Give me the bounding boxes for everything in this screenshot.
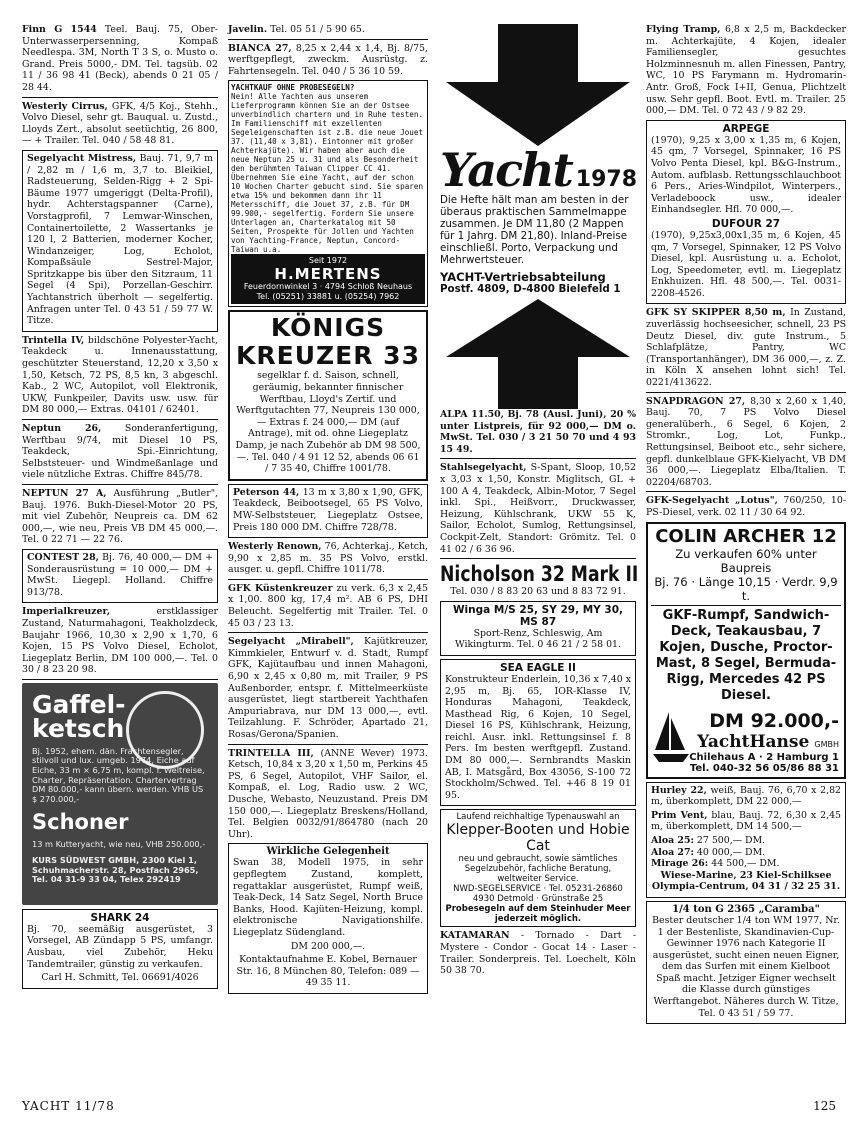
ad-title: ketsch <box>32 713 125 743</box>
konigskreuzer-ad <box>228 310 428 480</box>
ad-heading: Winga M/S 25, SY 29, MY 30, MS 87 <box>452 603 624 628</box>
ad-address: 4930 Detmold · Grünstraße 25 <box>472 894 604 905</box>
dealer-contact: Wiese-Marine, 23 Kiel-Schilksee Olympia-Centrum, 04 31 / 32 25 31. <box>651 869 841 893</box>
ad-text: blau, Bauj. 72, 6,30 x 2,45 m, überkomplett, DM 14 500,— <box>651 809 841 833</box>
ad-text: 13 m Kutteryacht, wie neu, VHB 250.000,- <box>32 839 206 850</box>
ad-title: COLIN ARCHER 12 <box>655 525 837 547</box>
ad-text: zu verk. 6,3 x 2,45 x 1,00. 800 kg, 17,4 m². AB 6 PS, DHI Beleucht. Segelfertig mit Trailer. Tel. 0 45 03 / 23 13. <box>228 582 428 629</box>
ad-text: Ausführung „Butler", Bauj. 1976. Bukh-Diesel-Motor 20 PS, mit viel Zubehör, Neupreis ca. DM 62 000,—, wie neu, Preis VB DM 45 000,—. Tel. 0 22 71 — 22 76. <box>22 487 218 546</box>
dealer-block <box>651 710 841 774</box>
dealer-phone: Tel. 040-32 56 05/86 88 31 <box>689 762 839 774</box>
arrow-up-graphic <box>440 299 636 409</box>
ad-contact: Kontaktaufnahme E. Kobel, Bernauer Str. 16, 8 München 80, Telefon: 089 — 49 35 11. <box>236 954 420 989</box>
ad-lead: Segelyacht „Mirabell", <box>228 636 354 648</box>
ad-lead: TRINTELLA III, <box>228 747 314 759</box>
classified-ad <box>22 488 218 546</box>
ad-text: neu und gebraucht, sowie sämtliches Segelzubehör, fachliche Beratung, weltweiter Service. <box>458 854 618 885</box>
promo-address: Postf. 4809, D-4800 Bielefeld 1 <box>440 283 621 295</box>
ad-text: 13 m x 3,80 x 1,90, GFK, Teakdeck, Beibootsegel, 65 PS Volvo, MW-Selbststeuer, Liegeplatz Ostsee, Preis 180 000 DM. Chiffre 728/78. <box>233 486 423 533</box>
ad-text: Nein! Alle Yachten aus unserem Lieferprogramm können Sie an der Ostsee unverbindlich chartern und in Ruhe testen. Im Familienschiff mit exzellenten Segeleigenschaften ist z.B. die neue Jouet 37. (11,40 x 3,81). Eintonner mit großer Achterkajüte). Wir haben aber auch die neue Neptun 25 u. 31 und als Besonderheit den berühmten Taiwan Clipper CC 41. Übernehmen Sie eine Yacht, auf der schon 10 Wochen Charter gebucht sind. Sie sparen etwa 15% und bekommen dann ihr 11 Metersschiff, die Jouet 37, z.B. für DM 99.900,- segelfertig. Fordern Sie unsere Unterlagen an, Charterkatalog mit 50 Seiten, Prospekte für Jollen und Yachten von Yachting-France, Neptun, Concord-Taiwan u.a. <box>231 92 424 255</box>
yacht-binder-promo <box>440 143 638 295</box>
ad-text: Konstrukteur Enderlein, 10,36 x 7,40 x 2,95 m, Bj. 65, IOR-Klasse IV, Honduras Mahagoni, Teakdeck, Masthead Rig, 6 Kojen, 10 Segel, Diesel 16 PS, Kühlschrank, Heizung, reichl. Ausr. inkl. Rettungsinsel f. 8 Pers. Im besten werftgepfl. Zustand. DM 80 000,—. Sernbrandts Maskin AB, I. Matsgård, Box 43056, S-100 72 Stockholm/Schwed. Tel. +46 8 19 01 95. <box>445 673 631 801</box>
divider <box>22 679 218 680</box>
ad-text: (ANNE Wever) 1973. Ketsch, 10,84 x 3,20 x 1,50 m, Perkins 45 PS, 6 Segel, Autopilot, VHF Sailor, el. Kompaß, el. Log, Radio usw. 2 WC, Dusche, Webasto, Neuzustand. Preis DM 150 000,—. Liegeplatz Breskens/Holland, Tel. Belgien 0032/91/864780 (nach 20 Uhr). <box>228 747 428 840</box>
ad-lead: Hurley 22, <box>651 784 707 796</box>
classified-ad <box>22 335 218 416</box>
ad-title: Gaffel- <box>32 689 126 719</box>
ad-lead: GFK-Segelyacht „Lotus", <box>646 495 778 507</box>
ad-lead: Westerly Cirrus, <box>22 100 108 112</box>
ad-lead: GFK SY SKIPPER 8,50 m, <box>646 307 786 319</box>
ad-lead: Stahlsegelyacht, <box>440 462 527 474</box>
ad-text: GFK, 4/5 Koj., Stehh., Volvo Diesel, sehr gt. Bauqual. u. Zustd., Lloyds Zert., absolut seetüchtig, 26 800,— + Trailer. Tel. 040 / 58 48 81. <box>22 100 218 147</box>
ad-text: 8,30 x 2,60 x 1,40, Bauj. 70, 7 PS Volvo Diesel generalüberh., 6 Segel, 6 Kojen, 2 Stromkr., Log, Lot, Funkp., Rettungsinsel, Beiboot etc., sehr sichere, gepfl. dunkelblaue GFK-Kielyacht, VB DM 36 000,—. Liegeplatz Elba/Italien. T. 02204/68703. <box>646 395 846 488</box>
ad-text: Sport-Renz, Schleswig, Am Wikingturm. Tel. 0 46 21 / 2 58 01. <box>454 627 622 651</box>
ad-lead: SNAPDRAGON 27, <box>646 395 746 407</box>
listing-item <box>651 847 841 859</box>
classified-ad <box>646 495 846 518</box>
ad-text: GKF-Rumpf, Sandwich-Deck, Teakausbau, 7 Kojen, Dusche, Proctor-Mast, 8 Segel, Bermuda-Rigg, Mercedes 42 PS Diesel. <box>655 607 837 703</box>
ad-title: Schoner <box>32 810 129 835</box>
ad-lead: KATAMARAN <box>440 930 510 942</box>
divider <box>228 39 428 40</box>
ad-lead: NEPTUN 27 A, <box>22 487 107 499</box>
mertens-ad <box>228 80 428 307</box>
ad-contact: NWD-SEGELSERVICE · Tel. 05231-26860 <box>453 884 623 895</box>
classified-ad <box>646 396 846 489</box>
ad-text: Bj. 1952, ehem. dän. Frachtensegler, stilvoll und lux. umgeb. 1974, Eiche auf Eiche, 33 m × 6,75 m, kompl. f. Weltreise, Charter, Repräsentation. Chartervertrag DM 80.000,- kann übern. werden. VHB US $ 270.000,- <box>32 745 205 804</box>
company-address: Feuerdornwinkel 3 · 4794 Schloß Neuhaus <box>243 282 413 292</box>
ad-text: Bj. 78 (Ausl. Juni), 20 % unter Listpreis, für 92 000,— DM o. MwSt. Tel. 030 / 3 21 50 70 und 4 93 15 49. <box>440 409 637 455</box>
ad-text: erstklassiger Zustand, Naturmahagoni, Teakholzdeck, Baujahr 1966, 10,30 x 2,90 x 1,70, 6 Kojen, 15 PS Volvo Diesel, Echolot, Liegeplatz Berlin, DM 100 000,—. Tel. 0 30 / 8 23 20 98. <box>22 606 218 676</box>
divider <box>22 97 218 98</box>
ad-title: Klepper-Booten und Hobie Cat <box>446 822 630 855</box>
colin-archer-ad <box>646 522 846 779</box>
boxed-ad <box>646 120 846 305</box>
ad-text: 8,25 x 2,44 x 1,4, Bj. 8/75, werftgepflegt, zweckm. Ausrüstg. z. Fahrtensegeln. Tel. 040 / 5 36 10 59. <box>228 42 428 77</box>
ad-heading: ARPEGE <box>722 122 770 135</box>
classified-ad <box>233 487 423 533</box>
ad-lead: Peterson 44, <box>233 486 300 498</box>
nicholson-ad <box>440 562 639 598</box>
company-phone: Tel. (05251) 33881 u. (05254) 7962 <box>256 292 400 302</box>
ad-lead: Prim Vent, <box>651 809 708 821</box>
yacht-logo <box>440 143 638 197</box>
classified-ad <box>22 101 218 147</box>
ad-subtitle: Zu verkaufen 60% unter Baupreis <box>675 546 817 575</box>
classified-ad <box>228 24 428 36</box>
ad-text: Tel. 05 51 / 5 90 65. <box>270 24 365 35</box>
arrow-down-graphic <box>440 24 636 146</box>
magazine-name: Yacht <box>440 143 572 197</box>
ad-lead: Trintella IV, <box>22 334 85 346</box>
sailboat-icon <box>651 710 691 764</box>
classified-ad <box>228 541 428 576</box>
ad-text: 76, Achterkaj., Ketch, 9,90 x 2,85 m. 35 PS Volvo, erstkl. ausger. u. gepfl. Chiffre 1011/78. <box>228 541 428 576</box>
ad-price: DM 92.000,- <box>709 709 839 732</box>
ad-text: 40 000,— DM. <box>696 846 766 858</box>
porthole-graphic <box>126 691 204 769</box>
ad-text: (1970), 9,25x3,00x1,35 m, 6 Kojen, 45 qm, 7 Vorsegel, Spinnaker, 12 PS Volvo Diesel, kpl. Ausrüstung u. a. Echolot, Log, Speedometer, evtl. m. Liegeplatz Enkhuizen. Hfl. 48 500,—. Tel. 0031-2208-4526. <box>651 229 841 299</box>
column-3 <box>440 24 639 979</box>
boxed-ad <box>440 659 636 807</box>
boxed-ad <box>22 549 218 603</box>
ad-text: 6,8 x 2,5 m, Backdecker m. Achterkajüte, 4 Kojen, idealer Familiensegler, gesuchtes Holzminnesnuh m. allen Finessen, Pantry, WC, 10 PS Farymann m. Hydromarin-Antr. Groß, Fock I+II, Genua, Plichtzelt usw. Sehr gepfl. Boot. Evtl. m. Trailer. 25 000,— DM. Tel. 0 72 43 / 9 82 29. <box>646 24 846 117</box>
column-2 <box>228 24 428 997</box>
classified-ad <box>228 636 428 740</box>
ad-lead: Neptun 26, <box>22 423 102 434</box>
boxed-ad <box>440 601 636 656</box>
company-name: H.MERTENS <box>274 265 382 284</box>
classified-ad <box>646 307 846 388</box>
dealer-suffix: GMBH <box>814 739 839 749</box>
since-label: Seit 1972 <box>308 256 348 266</box>
ad-text: Bester deutscher 1/4 ton WM 1977, Nr. 1 der Bestenliste, Skandinavien-Cup-Gewinner 1976 nach Kategorie II ausgerüstet, sucht einen neuen Eigner, dem das Surfen mit einem Kielboot Spaß macht. Jetziger Eigner wechselt die Klasse durch günstiges Werftangebot. Näheres durch W. Titze, Tel. 0 43 51 / 59 77. <box>652 914 840 1019</box>
classified-ad <box>22 423 218 481</box>
caramba-ad <box>646 901 846 1024</box>
listing-item <box>651 785 841 808</box>
ad-text: Sonderanfertigung, Werftbau 9/74, mit Diesel 10 PS, Teakdeck, Spi.-Einrichtung, Selbststeuer- und Windmeßanlage und viele nützliche Extras. Chiffre 845/78. <box>22 423 218 481</box>
ad-lead: Westerly Renown, <box>228 541 322 553</box>
ad-text: bildschöne Polyester-Yacht, Teakdeck u. Innenausstattung, geschützter Steuerstand, 12,20 x 3,50 x 1,50, Ketsch, 72 PS, 8,5 kn, 3 abgeschl. Kab., 2 WC, Autopilot, voll Elektronik, UKW, Funkpeiler, Davits usw. usw. für DM 80 000,— Extras. 04101 / 62401. <box>22 334 218 416</box>
listing-item <box>651 835 841 847</box>
divider <box>646 392 846 393</box>
klepper-ad <box>440 809 636 927</box>
ad-lead: Finn G 1544 <box>22 24 97 35</box>
ad-text: In Zustand, zuverlässig hochseesicher, schnell, 23 PS Deutz Diesel, div. gute Instrum., 5 Schlafplätze, Pantry, WC (Transportanhänger), DM 36 000,—, z. Z. in Köln X ansehen lohnt sich! Tel. 0221/413622. <box>646 307 846 389</box>
ad-heading: YACHTKAUF OHNE PROBESEGELN? <box>231 83 355 93</box>
mertens-logo <box>231 254 425 304</box>
column-4 <box>646 24 846 1027</box>
divider <box>228 744 428 745</box>
classified-ad <box>440 409 636 455</box>
ad-text: weiß, Bauj. 76, 6,70 x 2,82 m, überkomplett, DM 22 000,— <box>651 784 841 808</box>
ad-text: - Tornado - Dart - Mystere - Condor - Gocat 14 - Laser - Trailer. Sonderpreis. Tel. Loechelt, Köln 50 38 70. <box>440 930 637 977</box>
ad-heading: DUFOUR 27 <box>711 217 781 230</box>
ad-lead: GFK Küstenkreuzer <box>228 582 333 594</box>
dealer-name: YachtHanse <box>697 731 810 752</box>
ad-text: 44 500,— DM. <box>711 858 780 870</box>
classified-ad <box>27 552 213 598</box>
ad-lead: Mirage 26: <box>651 858 709 870</box>
classified-ad <box>440 462 636 555</box>
classified-ad <box>228 748 428 841</box>
classified-ad <box>228 43 428 78</box>
ad-lead: Flying Tramp, <box>646 24 721 35</box>
divider <box>22 484 218 485</box>
dealer-address: Chilehaus A · 2 Hamburg 1 <box>689 751 839 763</box>
ad-lead: CONTEST 28, <box>27 551 99 563</box>
listing-item <box>651 858 841 870</box>
divider <box>440 458 636 459</box>
classified-ad <box>22 606 218 676</box>
column-1 <box>22 24 218 992</box>
wiese-marine-ad <box>646 782 846 898</box>
divider <box>646 491 846 492</box>
ad-contact: Tel. 030 / 8 83 20 63 und 8 83 72 91. <box>450 586 626 598</box>
classified-ad <box>228 583 428 629</box>
ad-lead: BIANCA 27, <box>228 42 292 54</box>
classified-ad <box>27 153 213 327</box>
ad-intro: Laufend reichhaltige Typenauswahl an <box>456 812 620 823</box>
footer-issue: YACHT 11/78 <box>22 1099 115 1113</box>
ad-heading: Wirkliche Gelegenheit <box>266 846 390 858</box>
ad-text: Bj. 76, 40 000,— DM + Sonderausrüstung = 10 000,— DM + MwSt. Liegepl. Holland. Chiffre 913/78. <box>27 551 213 598</box>
ad-text: Bj. 70, seemäßig ausgerüstet, 3 Vorsegel, AB Zündapp 5 PS, umfangr. Ausbau, viel Zubehör, Heku Tandemtrailer, günstig zu verkaufen. <box>27 923 213 970</box>
promo-department: YACHT-Vertriebsabteilung <box>440 270 606 284</box>
ad-text: Teel. Bauj. 75, Ober-Unterwasserpersenning, Kompaß Needlespa. 3M, North T 3 S, o. Musto o. Grand. Preis 5000,- DM. Tel. tagsüb. 02 11 / 36 98 41 (Beck), abends 0 21 05 / 28 44. <box>22 24 219 93</box>
ad-heading: SEA EAGLE II <box>500 661 576 674</box>
page-number: 125 <box>813 1099 836 1113</box>
ad-lead: ALPA 11.50, <box>440 409 504 420</box>
ad-lead: Javelin. <box>228 24 268 35</box>
ad-text: Bauj. 71, 9,7 m / 2,82 m / 1,6 m, 3,7 to. Bleikiel, Radsteuerung, Selden-Rigg + 2 Spi-Bäume 1977 umgeriggt (Delta-Profil), hydr. Achterstagspanner (Carne), Vorstagprofil, 7 Lemwar-Winschen, Containertoilette, 2 Wassertanks je 120 l, 2 Batterien, moderner Kocher, Windanzeiger, Log, Echolot, Kompaßsäule Sestrel-Major, Spritzkappe bis über den Sitzraum, 11 Segel (4 Spi), Porzellan-Geschirr. Yachtanstrich überholt — segelfertig. Anfragen unter Tel. 0 43 51 / 59 77 W. Titze. <box>27 152 213 327</box>
classified-ad <box>646 24 846 117</box>
gaffelketsch-ad <box>22 683 218 905</box>
ad-text: Kajütkreuzer, Kimmkieler, Entwurf v. d. Stadt, Rumpf GFK, Kajütaufbau und innen Mahagoni, 6,90 x 2,45 x 0,80 m, mit Trailer, 9 PS Außenborder, entspr. f. Mittelmeerküste ausgerüstet, liegt startbereit Yachthafen Ampuriabrava, nur DM 13 000,—, evtl. Teilzahlung. F. Schröder, Apartado 21, Rosas/Gerona/Spanien. <box>228 636 428 740</box>
listing-item <box>651 810 841 833</box>
ad-title: KREUZER 33 <box>236 341 420 371</box>
ad-text: 27 500,— DM. <box>696 834 766 846</box>
classified-ad <box>22 24 218 94</box>
ad-text: Swan 38, Modell 1975, in sehr gepflegtem Zustand, komplett, regattaklar ausgerüstet, Rumpf weiß, Teak-Deck, 14 Satz Segel, North Bruce Banks, Hood. Kajüten-Heizung, kompl. elektronische Navigationshilfe. Liegeplatz Südengland. <box>233 857 423 938</box>
ad-text: S-Spant, Sloop, 10,52 x 3,03 x 1,50, Konstr. Miglitsch, GL + 100 A 4, Teakdeck, Albin-Motor, 7 Segel inkl. Spi., Heißvorr., Druckwasser, Heizung, Kühlschrank, UKW 55 K, Sailor, Echolot, Sumlog, Rettungsinsel, Cockpit-Zelt, Standort: Grömitz. Tel. 0 41 02 / 6 36 96. <box>440 462 636 555</box>
ad-text: 760/250, 10-PS-Diesel, verk. 02 11 / 30 64 92. <box>646 495 846 518</box>
ad-specs: Bj. 76 · Länge 10,15 · Verdr. 9,9 t. <box>651 575 841 606</box>
promo-text: Die Hefte hält man am besten in der überaus praktischen Sammelmappe zusammen. Je DM 11,80 (2 Mappen für 1 Jahrg. DM 21,80). Inland-Preise einschließl. Porto, Verpackung und Mehrwertsteuer. <box>440 194 629 266</box>
classified-ad <box>440 930 636 976</box>
boxed-ad <box>22 909 218 989</box>
ad-price: DM 200 000,—. <box>290 940 366 952</box>
ad-contact: KURS SÜDWEST GMBH, 2300 Kiel 1, Schuhmacherstr. 28, Postfach 2965, Tel. 04 31-9 33 04, Telex 292419 <box>32 855 199 885</box>
divider <box>228 632 428 633</box>
boxed-ad <box>228 843 428 994</box>
ad-note: Probesegeln auf dem Steinhuder Meer jederzeit möglich. <box>445 904 631 925</box>
ad-text: segelklar f. d. Saison, schnell, geräumig, bekannter finnischer Werftbau, Lloyd's Zertif. und Werftgutachten 77, Neupreis 130 000,— Extras f. 24 000,— DM (auf Antrage), mit od. ohne Liegeplatz Damp, je nach Zubehör ab DM 98 500,—. Tel. 040 / 4 91 12 52, abends 06 61 / 7 35 40, Chiffre 1001/78. <box>235 370 421 475</box>
ad-text: (1970), 9,25 x 3,00 x 1,35 m, 6 Kojen, 45 qm, 7 Vorsegel, Spinnaker, 16 PS Volvo Penta Diesel, kpl. B&G-Instrum., Autom. aufblasb. Rettungsschlauchboot 6 Pers., Aries-Windpilot, Winterpers., Verladeboock usw., idealer Einhandsegler. Hfl. 70 000,—. <box>651 134 841 216</box>
divider <box>440 558 636 559</box>
divider <box>228 579 428 580</box>
ad-title: KÖNIGS <box>270 313 386 343</box>
ad-lead: Aloa 25: <box>651 834 694 846</box>
divider <box>22 419 218 420</box>
ad-lead: Segelyacht Mistress, <box>27 152 137 164</box>
ad-lead: Imperialkreuzer, <box>22 606 110 618</box>
ad-lead: Aloa 27: <box>651 846 694 858</box>
year-label: 1978 <box>575 167 638 192</box>
ad-heading: SHARK 24 <box>90 911 150 924</box>
ad-title: Nicholson 32 Mark II <box>440 562 639 587</box>
boxed-ad <box>228 484 428 538</box>
ad-contact: Carl H. Schmitt, Tel. 06691/4026 <box>41 972 199 984</box>
ad-heading: 1/4 ton G 2365 „Caramba" <box>672 903 820 915</box>
boxed-ad <box>22 150 218 332</box>
